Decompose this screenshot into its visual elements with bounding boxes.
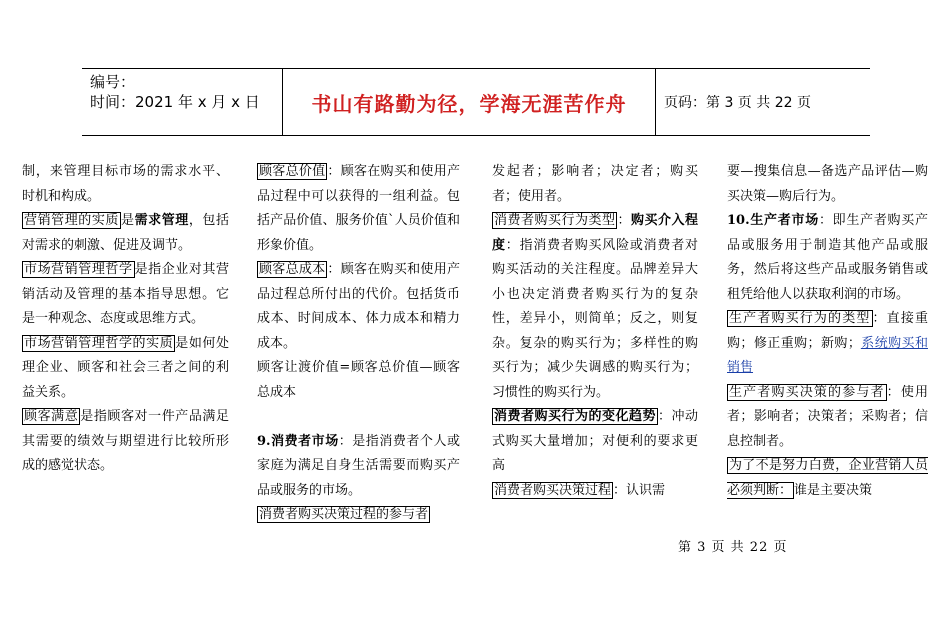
header-left	[82, 69, 282, 135]
paragraph: 为了不是努力白费，企业营销人员必须判断： 谁是主要决策	[727, 458, 928, 498]
boxed-term: 消费者购买行为类型	[494, 213, 616, 228]
paragraph: 生产者购买决策的参与者 ：使用者；影响者；决策者；采购者；信息控制者。	[727, 384, 928, 449]
paragraph	[257, 503, 460, 528]
paragraph: 顾客让渡价值=顾客总价值—顾客总成本	[257, 360, 460, 400]
paragraph: 市场营销管理哲学 是指企业对其营销活动及管理的基本指导思想。它是一种观念、态度或思维方式。	[22, 262, 229, 326]
boxed-term: 顾客满意	[24, 409, 79, 424]
page-footer: 第 3 页 共 22 页	[678, 540, 788, 555]
header-motto: 书山有路勤为径，学海无涯苦作舟	[282, 69, 656, 135]
paragraph: 顾客满意 是指顾客对一件产品满足其需要的绩效与期望进行比较所形成的感觉状态。	[22, 409, 229, 473]
boxed-term: 顾客总价值	[259, 164, 326, 179]
document-number-label: 编号：	[90, 73, 136, 91]
boxed-term: 营销管理的实质	[24, 213, 119, 228]
paragraph: 营销管理的实质 是需求管理，包括对需求的刺激、促进及调节。	[22, 213, 229, 253]
boxed-term: 消费者购买决策过程的参与者	[259, 507, 429, 522]
paragraph: 顾客总成本 ：顾客在购买和使用产品过程总所付出的代价。包括货币成本、时间成本、体力成本和精力成本。	[257, 262, 460, 351]
paragraph: 制，来管理目标市场的需求水平、时机和构成。	[22, 164, 229, 204]
paragraph: 要—搜集信息—备选产品评估—购买决策—购后行为。	[727, 164, 928, 204]
bold-term: 需求管理	[134, 213, 189, 228]
boxed-term: 顾客总成本	[259, 262, 326, 277]
paragraph: 消费者购买行为类型 ：购买介入程度：指消费者购买风险或消费者对购买活动的关注程度。品牌差异大小也决定消费者购买行为的复杂性，差异小，则简单；反之，则复杂。复杂的购买行为；多样性的购买行为；减少失调感的购买行为；习惯性的购买行为。	[492, 213, 698, 400]
boxed-term: 生产者购买行为的类型	[729, 311, 871, 326]
paragraph: 发起者；影响者；决定者；购买者；使用者。	[492, 164, 698, 204]
boxed-term: 为了不是努力白费，企业营销人员必须判断：	[727, 458, 928, 498]
paragraph: 市场营销管理哲学的实质 是如何处理企业、顾客和社会三者之间的利益关系。	[22, 335, 229, 400]
boxed-term: 消费者购买行为的变化趋势	[494, 409, 656, 424]
text-column-3	[492, 160, 698, 503]
paragraph: 消费者购买行为的变化趋势 ：冲动式购买大量增加；对便利的要求更高	[492, 409, 698, 473]
header-page-number: 页码：第 3 页 共 22 页	[664, 95, 811, 111]
bold-term: 10.生产者市场	[727, 213, 819, 228]
boxed-term: 市场营销管理哲学	[24, 262, 133, 277]
text-column-1	[22, 160, 229, 479]
page-header	[82, 68, 870, 136]
bold-term: 9.消费者市场	[257, 433, 339, 449]
paragraph: 9.消费者市场：是指消费者个人或家庭为满足自身生活需要而购买产品或服务的市场。	[257, 433, 460, 498]
boxed-term: 消费者购买决策过程	[494, 482, 612, 498]
system-purchase-link[interactable]: 系统购买和销售	[727, 335, 928, 375]
paragraph: 消费者购买决策过程 ：认识需	[494, 482, 666, 498]
boxed-term: 生产者购买决策的参与者	[729, 384, 885, 400]
paragraph: 10.生产者市场：即生产者购买产品或服务用于制造其他产品或服务，然后将这些产品或服务销售或租凭给他人以获取利润的市场。	[727, 213, 928, 302]
bold-term: 购买介入程度	[492, 213, 698, 253]
boxed-term: 市场营销管理哲学的实质	[24, 335, 174, 351]
paragraph: 顾客总价值 ：顾客在购买和使用产品过程中可以获得的一组利益。包括产品价值、服务价值`人员价值和形象价值。	[257, 164, 460, 253]
text-column-4	[727, 160, 928, 503]
text-column-2	[257, 160, 460, 528]
document-time: 时间：2021 年 x 月 x 日	[90, 93, 260, 111]
paragraph: 生产者购买行为的类型 ：直接重购；修正重购；新购；系统购买和销售	[727, 311, 928, 375]
